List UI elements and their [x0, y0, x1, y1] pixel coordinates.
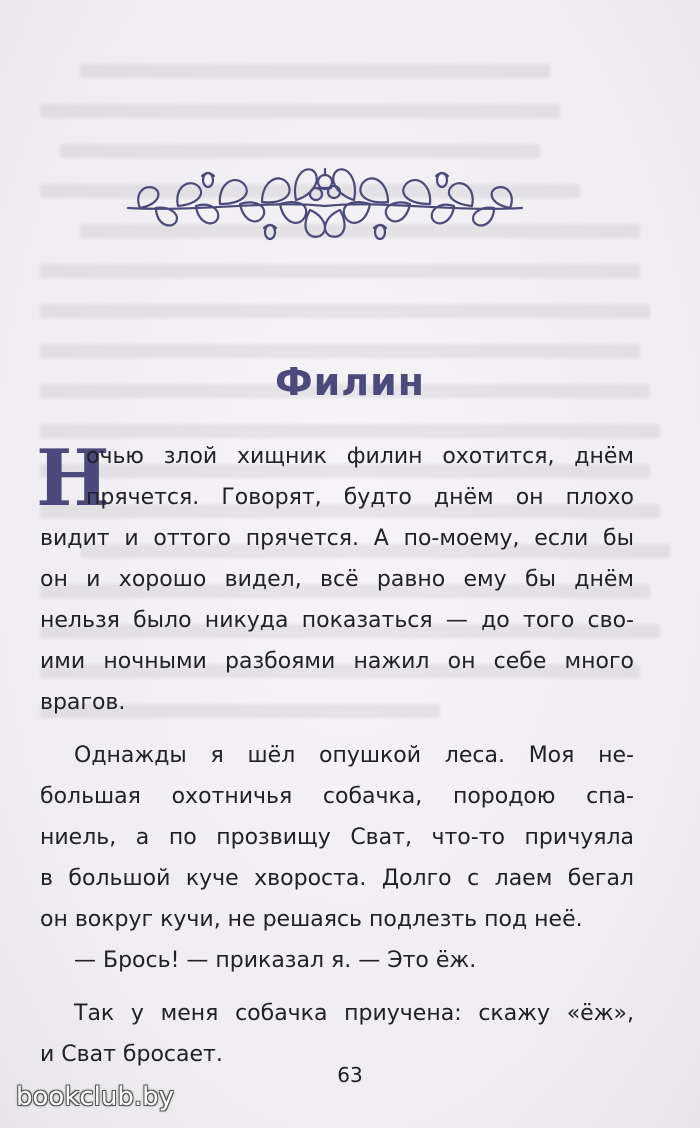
text-line: видит и оттого прячется. А по-моему, если бы: [40, 526, 634, 551]
oak-leaves-ornament-icon: [120, 150, 530, 250]
drop-cap-letter: Н: [36, 433, 110, 524]
text-line: прячется. Говорят, будто днём он плохо: [86, 485, 634, 510]
text-line: и Сват бросает.: [40, 1042, 223, 1067]
watermark-logo: bookclub.by: [16, 1082, 175, 1112]
text-line: большая охотничья собачка, породою спа-: [40, 784, 634, 809]
text-line: в большой куче хвороста. Долго с лаем бегал: [40, 866, 634, 891]
text-line: Так у меня собачка приучена: скажу «ёж»,: [74, 1001, 634, 1026]
text-line: ими ночными разбоями нажил он себе много: [40, 649, 634, 674]
body-text: [40, 436, 634, 1075]
text-line: ниель, а по прозвищу Сват, что-то причуяла: [40, 825, 634, 850]
text-line: он вокруг кучи, не решаясь подлезть под неё.: [40, 907, 583, 932]
text-line: очью злой хищник филин охотится, днём: [86, 444, 634, 469]
text-line: врагов.: [40, 690, 126, 715]
chapter-title: Филин: [274, 360, 426, 404]
text-line: Однажды я шёл опушкой леса. Моя не-: [74, 743, 634, 768]
text-line: нельзя было никуда показаться — до того сво-: [40, 608, 634, 633]
text-line: — Брось! — приказал я. — Это ёж.: [74, 948, 477, 973]
text-line: он и хорошо видел, всё равно ему бы днём: [40, 567, 634, 592]
page-number: 63: [337, 1063, 363, 1087]
